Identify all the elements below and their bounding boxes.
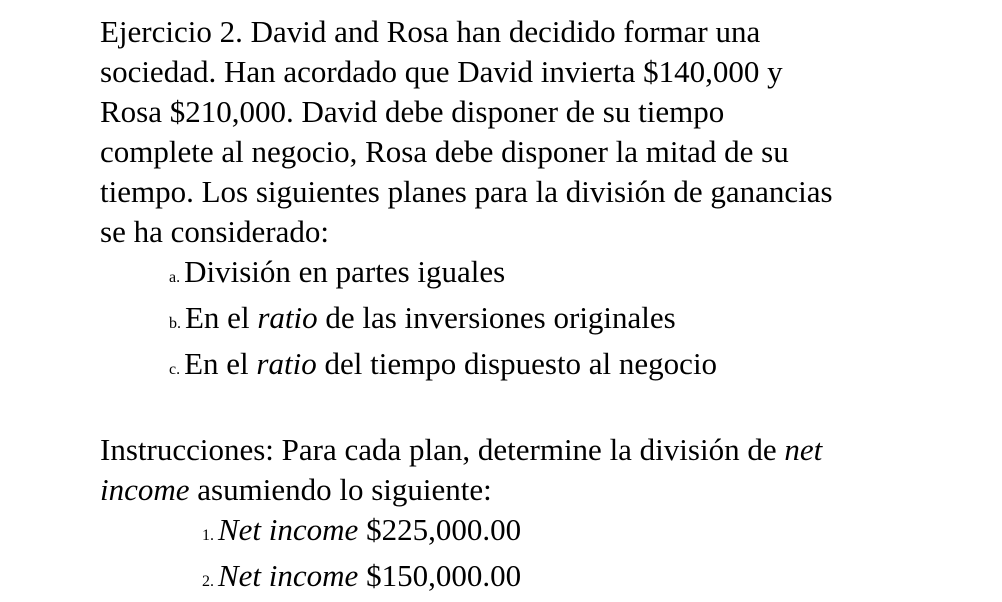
instructions-line: [100, 470, 980, 510]
instructions-line: [100, 430, 980, 470]
case-label: Net income: [218, 558, 359, 593]
plan-text-italic: ratio: [257, 300, 318, 335]
exercise-line: tiempo. Los siguientes planes para la división de ganancias: [100, 174, 833, 209]
case-item-1: [100, 510, 980, 556]
plan-text-post: del tiempo dispuesto al negocio: [316, 346, 718, 381]
plan-item-a: [100, 252, 980, 298]
instructions-text: Instrucciones: Para cada plan, determine la división de: [100, 432, 785, 467]
case-value: $150,000.00: [358, 558, 522, 593]
paragraph-spacer: [100, 390, 980, 430]
plan-item-c: [100, 344, 980, 390]
list-marker: c.: [169, 361, 181, 378]
plan-text-italic: ratio: [256, 346, 317, 381]
plan-text-pre: En el: [184, 346, 257, 381]
list-marker: 1.: [202, 527, 214, 544]
exercise-line: Ejercicio 2. David and Rosa han decidido formar una: [100, 14, 761, 49]
case-value: $225,000.00: [358, 512, 522, 547]
plan-text-pre: En el: [185, 300, 258, 335]
exercise-line: se ha considerado:: [100, 214, 329, 249]
plan-item-b: [100, 298, 980, 344]
exercise-line: Rosa $210,000. David debe disponer de su tiempo: [100, 94, 725, 129]
list-marker: b.: [169, 315, 181, 332]
instructions-text: asumiendo lo siguiente:: [189, 472, 492, 507]
plan-text: División en partes iguales: [184, 254, 506, 289]
instructions-italic: net: [784, 432, 823, 467]
list-marker: 2.: [202, 573, 214, 590]
exercise-statement: [100, 12, 980, 252]
document-body: [100, 12, 980, 602]
plan-list: [100, 252, 980, 390]
plan-text-post: de las inversiones originales: [317, 300, 676, 335]
instructions-italic: income: [100, 472, 190, 507]
instructions: [100, 430, 980, 510]
exercise-line: complete al negocio, Rosa debe disponer la mitad de su: [100, 134, 789, 169]
exercise-line: sociedad. Han acordado que David invierta $140,000 y: [100, 54, 783, 89]
list-marker: a.: [169, 269, 181, 286]
case-label: Net income: [218, 512, 359, 547]
case-list: [100, 510, 980, 602]
case-item-2: [100, 556, 980, 602]
